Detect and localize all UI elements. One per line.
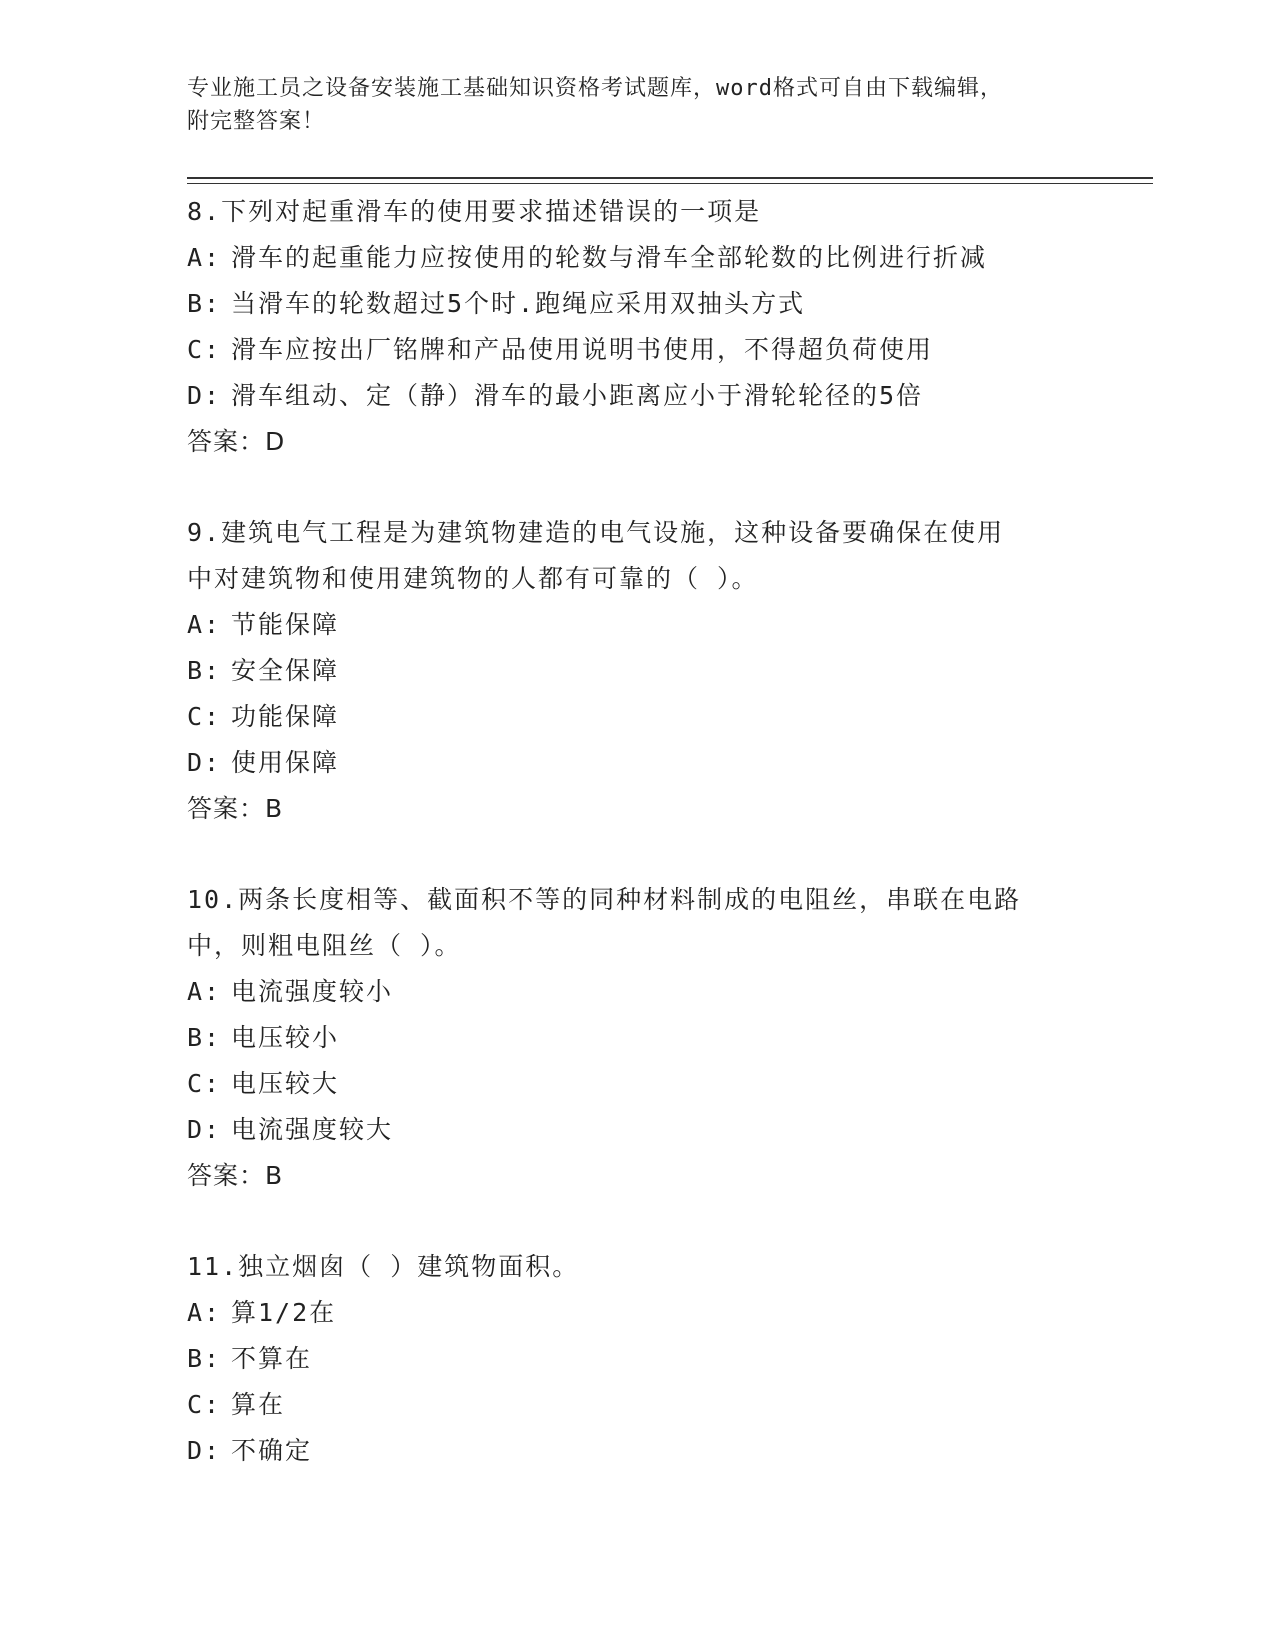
option-key: C: <box>187 1390 222 1419</box>
option-text: 算1/2在 <box>231 1298 337 1327</box>
option-key: D: <box>187 381 222 410</box>
header-line-2: 附完整答案！ <box>187 109 326 134</box>
option-text: 电流强度较大 <box>231 1115 394 1144</box>
option-text: 滑车应按出厂铭牌和产品使用说明书使用，不得超负荷使用 <box>231 335 934 364</box>
option-key: B: <box>187 1344 222 1373</box>
option-key: C: <box>187 1069 222 1098</box>
option-text: 节能保障 <box>231 610 340 639</box>
question-11 <box>187 1244 1107 1474</box>
option-a <box>187 1290 1107 1336</box>
option-d <box>187 373 1107 419</box>
option-text: 电压较大 <box>231 1069 340 1098</box>
option-key: A: <box>187 977 222 1006</box>
option-text: 使用保障 <box>231 748 340 777</box>
question-stem-line-2: 中，则粗电阻丝（ ）。 <box>187 931 462 960</box>
option-key: A: <box>187 610 222 639</box>
option-key: A: <box>187 1298 222 1327</box>
option-b <box>187 1336 1107 1382</box>
question-9 <box>187 510 1107 832</box>
option-text: 不算在 <box>231 1344 313 1373</box>
option-c <box>187 1061 1107 1107</box>
header-divider-thin <box>187 183 1153 184</box>
option-text: 功能保障 <box>231 702 340 731</box>
answer: 答案：D <box>187 427 286 456</box>
header-divider-thick <box>187 177 1153 179</box>
option-d <box>187 740 1107 786</box>
question-stem-line-1: 9.建筑电气工程是为建筑物建造的电气设施，这种设备要确保在使用 <box>187 518 1005 547</box>
question-stem-line-1: 10.两条长度相等、截面积不等的同种材料制成的电阻丝，串联在电路 <box>187 885 1022 914</box>
option-a <box>187 602 1107 648</box>
option-text: 算在 <box>231 1390 286 1419</box>
option-b <box>187 281 1107 327</box>
document-header <box>187 72 1067 138</box>
option-key: C: <box>187 702 222 731</box>
option-key: D: <box>187 1115 222 1144</box>
option-a <box>187 235 1107 281</box>
option-c <box>187 694 1107 740</box>
question-stem: 8.下列对起重滑车的使用要求描述错误的一项是 <box>187 197 762 226</box>
option-a <box>187 969 1107 1015</box>
option-key: D: <box>187 748 222 777</box>
option-text: 当滑车的轮数超过5个时.跑绳应采用双抽头方式 <box>231 289 806 318</box>
option-text: 滑车组动、定（静）滑车的最小距离应小于滑轮轮径的5倍 <box>231 381 924 410</box>
option-text: 滑车的起重能力应按使用的轮数与滑车全部轮数的比例进行折减 <box>231 243 988 272</box>
question-stem-line-2: 中对建筑物和使用建筑物的人都有可靠的（ ）。 <box>187 564 759 593</box>
question-list <box>187 189 1107 1519</box>
option-text: 不确定 <box>231 1436 313 1465</box>
option-d <box>187 1428 1107 1474</box>
option-key: B: <box>187 656 222 685</box>
option-b <box>187 1015 1107 1061</box>
option-key: C: <box>187 335 222 364</box>
option-b <box>187 648 1107 694</box>
option-text: 电流强度较小 <box>231 977 394 1006</box>
answer: 答案：B <box>187 1161 284 1190</box>
question-stem: 11.独立烟囱（ ）建筑物面积。 <box>187 1252 580 1281</box>
option-key: A: <box>187 243 222 272</box>
answer: 答案：B <box>187 794 284 823</box>
option-d <box>187 1107 1107 1153</box>
option-key: D: <box>187 1436 222 1465</box>
option-c <box>187 1382 1107 1428</box>
question-10 <box>187 877 1107 1199</box>
option-key: B: <box>187 1023 222 1052</box>
option-key: B: <box>187 289 222 318</box>
option-text: 安全保障 <box>231 656 340 685</box>
header-line-1: 专业施工员之设备安装施工基础知识资格考试题库，word格式可自由下载编辑， <box>187 76 1003 101</box>
question-8 <box>187 189 1107 465</box>
option-c <box>187 327 1107 373</box>
option-text: 电压较小 <box>231 1023 340 1052</box>
